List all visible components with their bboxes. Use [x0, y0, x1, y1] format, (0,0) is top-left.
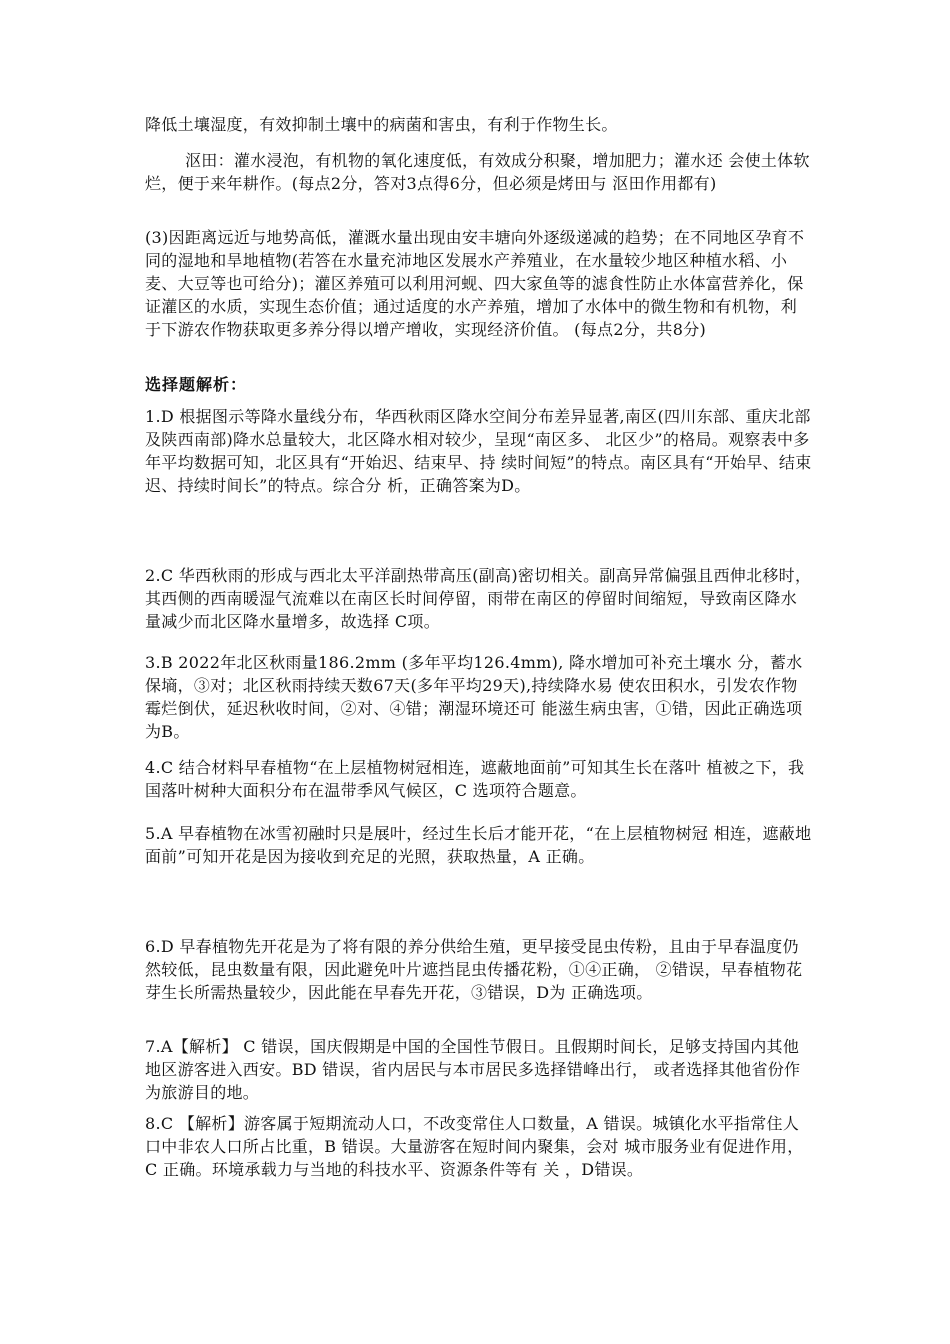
choice-analysis-q7: 7.A【解析】 C 错误，国庆假期是中国的全国性节假日。且假期时间长，足够支持国内其他地区游客进入西安。BD 错误，省内居民与本市居民多选择错峰出行， 或者选择其他省份作为旅游目的地。 [145, 1037, 801, 1102]
answer-paragraph-3: (3)因距离远近与地势高低，灌溉水量出现由安丰塘向外逐级递减的趋势；在不同地区孕育不同的湿地和旱地植物(若答在水量充沛地区发展水产养殖业，在水量较少地区种植水稻、小麦、大豆等也可给分)；灌区养殖可以利用河蚬、四大家鱼等的滤食性防止水体富营养化，保证灌区的水质，实现生态价值；通过适度的水产养殖，增加了水体中的微生物和有机物，利于下游农作物获取更多养分得以增产增收，实现经济价值。 (每点2分，共8分) [145, 228, 805, 339]
answer-paragraph-soaked-field: 沤田：灌水浸泡，有机物的氧化速度低，有效成分积聚，增加肥力；灌水还 会使土体软烂，便于来年耕作。(每点2分，答对3点得6分，但必须是烤田与 沤田作用都有) [145, 151, 810, 193]
choice-analysis-q1: 1.D 根据图示等降水量线分布，华西秋雨区降水空间分布差异显著,南区(四川东部、重庆北部及陕西南部)降水总量较大，北区降水相对较少，呈现“南区多、 北区少”的格局。观察表中多年平均数据可知，北区具有“开始迟、结束早、持 续时间短”的特点。南区具有“开始早、结束迟、持续时间长”的特点。综合分 析，正确答案为D。 [145, 407, 812, 495]
choice-analysis-q4: 4.C 结合材料早春植物“在上层植物树冠相连，遮蔽地面前”可知其生长在落叶 植被之下，我国落叶树种大面积分布在温带季风气候区，C 选项符合题意。 [145, 758, 805, 800]
choice-analysis-q3: 3.B 2022年北区秋雨量186.2mm (多年平均126.4mm), 降水增加可补充土壤水 分，蓄水保墒，③对；北区秋雨持续天数67天(多年平均29天),持续降水易 使农田积水，引发农作物霉烂倒伏，延迟秋收时间，②对、④错；潮湿环境还可 能滋生病虫害，①错，因此正确选项为B。 [145, 653, 803, 741]
section-heading-choice-analysis: 选择题解析： [145, 375, 248, 394]
choice-analysis-q6: 6.D 早春植物先开花是为了将有限的养分供给生殖，更早接受昆虫传粉，且由于早春温度仍然较低，昆虫数量有限，因此避免叶片遮挡昆虫传播花粉，①④正确， ②错误，早春植物花芽生长所需热量较少，因此能在早春先开花，③错误，D为 正确选项。 [145, 937, 803, 1002]
choice-analysis-q8: 8.C 【解析】游客属于短期流动人口，不改变常住人口数量，A 错误。城镇化水平指常住人口中非农人口所占比重，B 错误。大量游客在短时间内聚集，会对 城市服务业有促进作用，C 正确。环境承载力与当地的科技水平、资源条件等有 关 ，D错误。 [145, 1114, 804, 1179]
choice-analysis-q2: 2.C 华西秋雨的形成与西北太平洋副热带高压(副高)密切相关。副高异常偏强且西伸北移时，其西侧的西南暖湿气流难以在南区长时间停留，雨带在南区的停留时间缩短，导致南区降水量减少而北区降水量增多，故选择 C项。 [145, 566, 812, 631]
answer-paragraph-field-drying: 降低土壤湿度，有效抑制土壤中的病菌和害虫，有利于作物生长。 [145, 115, 618, 134]
choice-analysis-q5: 5.A 早春植物在冰雪初融时只是展叶，经过生长后才能开花，“在上层植物树冠 相连，遮蔽地面前”可知开花是因为接收到充足的光照，获取热量，A 正确。 [145, 824, 812, 866]
